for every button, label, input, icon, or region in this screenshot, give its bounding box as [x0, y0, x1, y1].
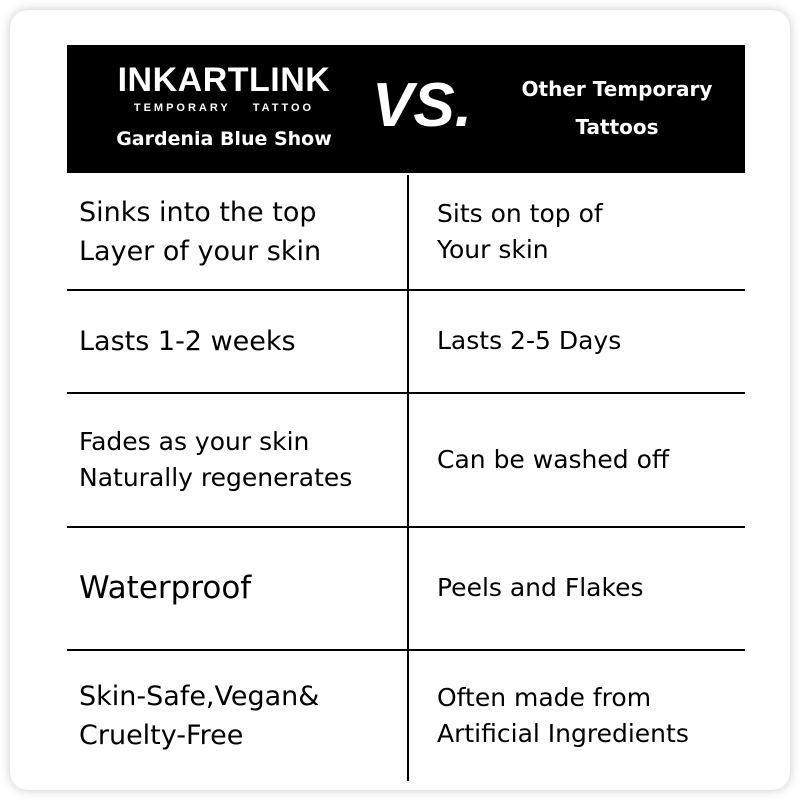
row-2-right-text: Lasts 2-5 Days: [437, 326, 622, 356]
row-1-right-line2: Your skin: [437, 235, 549, 264]
row-4-right-text: Peels and Flakes: [437, 573, 644, 603]
row-1-right-cell: [409, 175, 745, 289]
row-3-right-cell: [409, 394, 745, 526]
brand-block: [89, 63, 359, 150]
comparison-card: [10, 10, 790, 790]
table-row: [67, 651, 745, 781]
row-1-left-line1: Sinks into the top: [79, 196, 317, 228]
row-1-left-cell: [67, 175, 409, 289]
row-5-right-line2: Artificial Ingredients: [437, 719, 689, 748]
row-2-left-cell: [67, 291, 409, 392]
row-3-left-line2: Naturally regenerates: [79, 463, 353, 492]
row-3-right-text: Can be washed off: [437, 444, 670, 474]
row-3-left-line1: Fades as your skin: [79, 426, 310, 456]
brand-subtitle-left: TEMPORARY: [133, 102, 231, 114]
row-5-left-line2: Cruelty-Free: [79, 720, 244, 751]
row-1-right-line1: Sits on top of: [437, 198, 603, 228]
row-1-left-line2: Layer of your skin: [79, 236, 322, 267]
brand-product-name: Gardenia Blue Show: [116, 128, 332, 150]
row-4-left-cell: [67, 528, 409, 649]
comparison-table: [67, 175, 745, 781]
brand-name: INKARTLINK: [117, 61, 331, 99]
other-product-block: [497, 70, 737, 146]
other-product-line1: Other Temporary: [521, 77, 713, 101]
row-2-left-text: Lasts 1-2 weeks: [79, 325, 296, 357]
row-1-right-text: [437, 196, 603, 269]
row-5-right-text: [437, 680, 689, 753]
table-row: [67, 175, 745, 291]
card-content: [67, 45, 753, 775]
row-2-right-cell: [409, 291, 745, 392]
table-row: [67, 528, 745, 651]
row-3-left-cell: [67, 394, 409, 526]
row-5-left-cell: [67, 651, 409, 781]
row-5-right-line1: Often made from: [437, 682, 652, 712]
row-3-left-text: [79, 424, 352, 497]
row-5-left-text: [79, 677, 319, 755]
vs-label: VS.: [372, 71, 472, 140]
row-1-left-text: [79, 193, 321, 271]
table-row: [67, 291, 745, 394]
header-banner: [67, 45, 745, 173]
row-5-right-cell: [409, 651, 745, 781]
brand-subtitle: [89, 102, 359, 114]
other-product-line2: Tattoos: [575, 115, 659, 139]
row-4-left-text: Waterproof: [79, 570, 252, 607]
row-5-left-line1: Skin-Safe,Vegan&: [79, 680, 320, 712]
row-4-right-cell: [409, 528, 745, 649]
brand-subtitle-right: TATTOO: [252, 102, 315, 114]
table-row: [67, 394, 745, 528]
